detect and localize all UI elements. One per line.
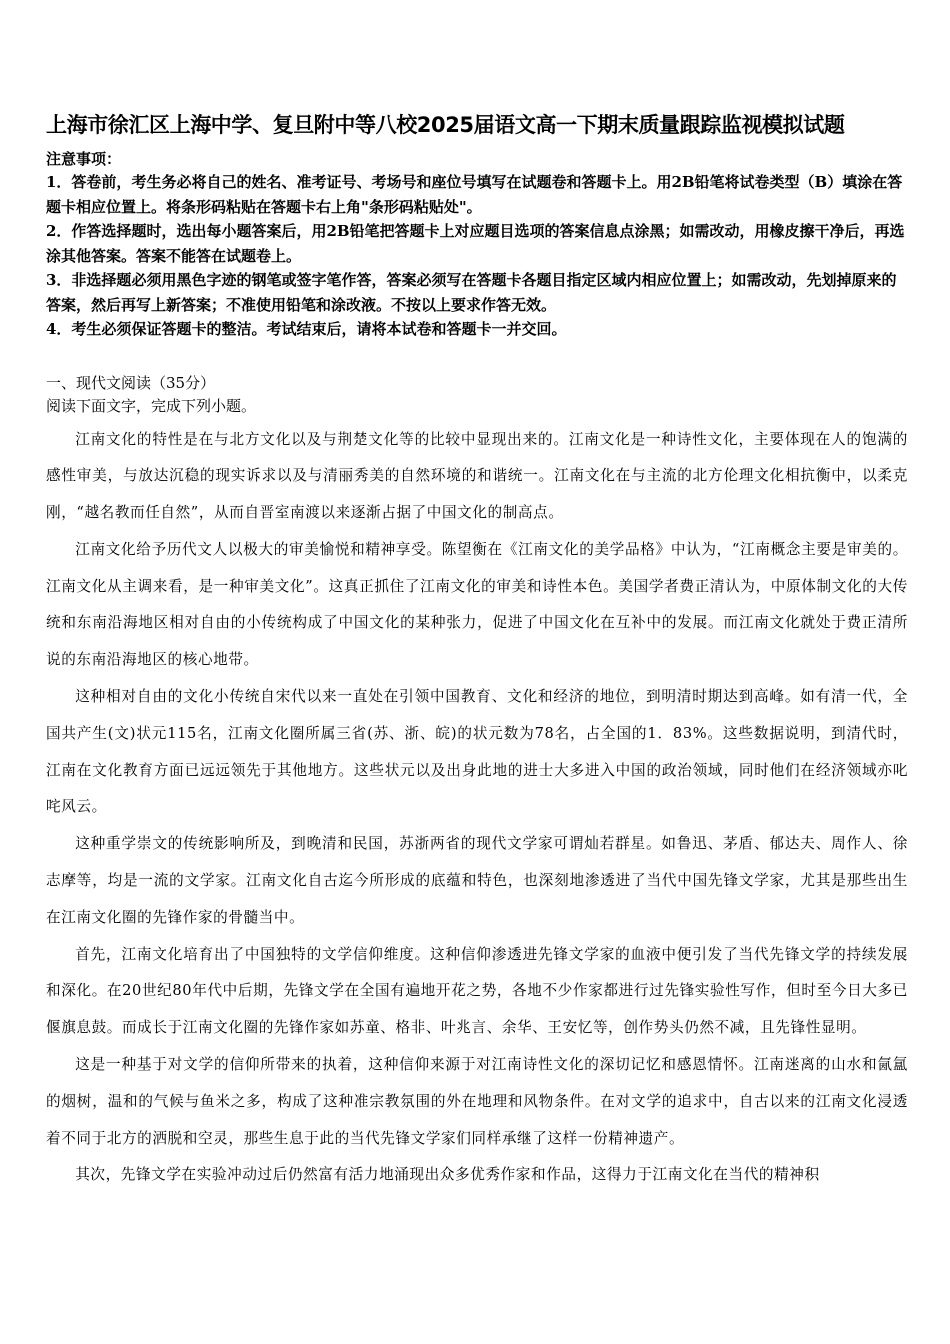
- notice-block: [46, 148, 908, 342]
- passage-paragraph-7: 其次，先锋文学在实验冲动过后仍然富有活力地涌现出众多优秀作家和作品，这得力于江南文化在当代的精神积: [75, 1166, 820, 1184]
- section-heading: 一、现代文阅读（35分）: [46, 373, 216, 392]
- notice-item-4: 4．考生必须保证答题卡的整洁。考试结束后，请将本试卷和答题卡一并交回。: [46, 320, 567, 338]
- passage-paragraph-1: 江南文化的特性是在与北方文化以及与荆楚文化等的比较中显现出来的。江南文化是一种诗性文化，主要体现在人的饱满的感性审美，与放达沉稳的现实诉求以及与清丽秀美的自然环境的和谐统一。江南文化在与主流的北方伦理文化相抗衡中，以柔克刚，“越名教而任自然”，从而自晋室南渡以来逐渐占据了中国文化的制高点。: [46, 430, 908, 522]
- passage-paragraph-6: 这是一种基于对文学的信仰所带来的执着，这种信仰来源于对江南诗性文化的深切记忆和感恩情怀。江南迷离的山水和氤氲的烟树，温和的气候与鱼米之多，构成了这种准宗教氛围的外在地理和风物条件。在对文学的追求中，自古以来的江南文化浸透着不同于北方的洒脱和空灵，那些生息于此的当代先锋文学家们同样承继了这样一份精神遗产。: [46, 1056, 908, 1147]
- exam-title: 上海市徐汇区上海中学、复旦附中等八校2025届语文高一下期末质量跟踪监视模拟试题: [46, 113, 845, 137]
- exam-page: [46, 110, 908, 1194]
- notice-heading: 注意事项：: [46, 150, 122, 168]
- passage-paragraph-3: 这种相对自由的文化小传统自宋代以来一直处在引领中国教育、文化和经济的地位，到明清时期达到高峰。如有清一代，全国共产生(文)状元115名，江南文化圈所属三省(苏、浙、皖)的状元数为78名，占全国的1．83%。这些数据说明，到清代时，江南在文化教育方面已远远领先于其他地方。这些状元以及出身此地的进士大多进入中国的政治领域，同时他们在经济领域亦叱咤风云。: [46, 688, 908, 816]
- notice-item-3: 3．非选择题必须用黑色字迹的钢笔或签字笔作答，答案必须写在答题卡各题目指定区域内相应位置上；如需改动，先划掉原来的答案，然后再写上新答案；不准使用铅笔和涂改液。不按以上要求作答无效。: [46, 271, 897, 314]
- notice-item-2: 2．作答选择题时，选出每小题答案后，用2B铅笔把答题卡上对应题目选项的答案信息点涂黑；如需改动，用橡皮擦干净后，再选涂其他答案。答案不能答在试题卷上。: [46, 222, 905, 265]
- passage-paragraph-4: 这种重学崇文的传统影响所及，到晚清和民国，苏浙两省的现代文学家可谓灿若群星。如鲁迅、茅盾、郁达夫、周作人、徐志摩等，均是一流的文学家。江南文化自古迄今所形成的底蕴和特色，也深刻地渗透进了当代中国先锋文学家，尤其是那些出生在江南文化圈的先锋作家的骨髓当中。: [46, 835, 908, 926]
- reading-section: [46, 372, 908, 1195]
- section-instruction: 阅读下面文字，完成下列小题。: [46, 396, 257, 415]
- passage-paragraph-2: 江南文化给予历代文人以极大的审美愉悦和精神享受。陈望衡在《江南文化的美学品格》中认为，“江南概念主要是审美的。江南文化从主调来看，是一种审美文化”。这真正抓住了江南文化的审美和诗性本色。美国学者费正清认为，中原体制文化的大传统和东南沿海地区相对自由的小传统构成了中国文化的某种张力，促进了中国文化在互补中的发展。而江南文化就处于费正清所说的东南沿海地区的核心地带。: [46, 540, 908, 669]
- passage-paragraph-5: 首先，江南文化培育出了中国独特的文学信仰维度。这种信仰渗透进先锋文学家的血液中便引发了当代先锋文学的持续发展和深化。在20世纪80年代中后期，先锋文学在全国有遍地开花之势，各地不少作家都进行过先锋实验性写作，但时至今日大多已偃旗息鼓。而成长于江南文化圈的先锋作家如苏童、格非、叶兆言、余华、王安忆等，创作势头仍然不减，且先锋性显明。: [46, 945, 908, 1037]
- notice-item-1: 1．答卷前，考生务必将自己的姓名、准考证号、考场号和座位号填写在试题卷和答题卡上。用2B铅笔将试卷类型（B）填涂在答题卡相应位置上。将条形码粘贴在答题卡右上角"条形码粘贴处"。: [46, 173, 903, 216]
